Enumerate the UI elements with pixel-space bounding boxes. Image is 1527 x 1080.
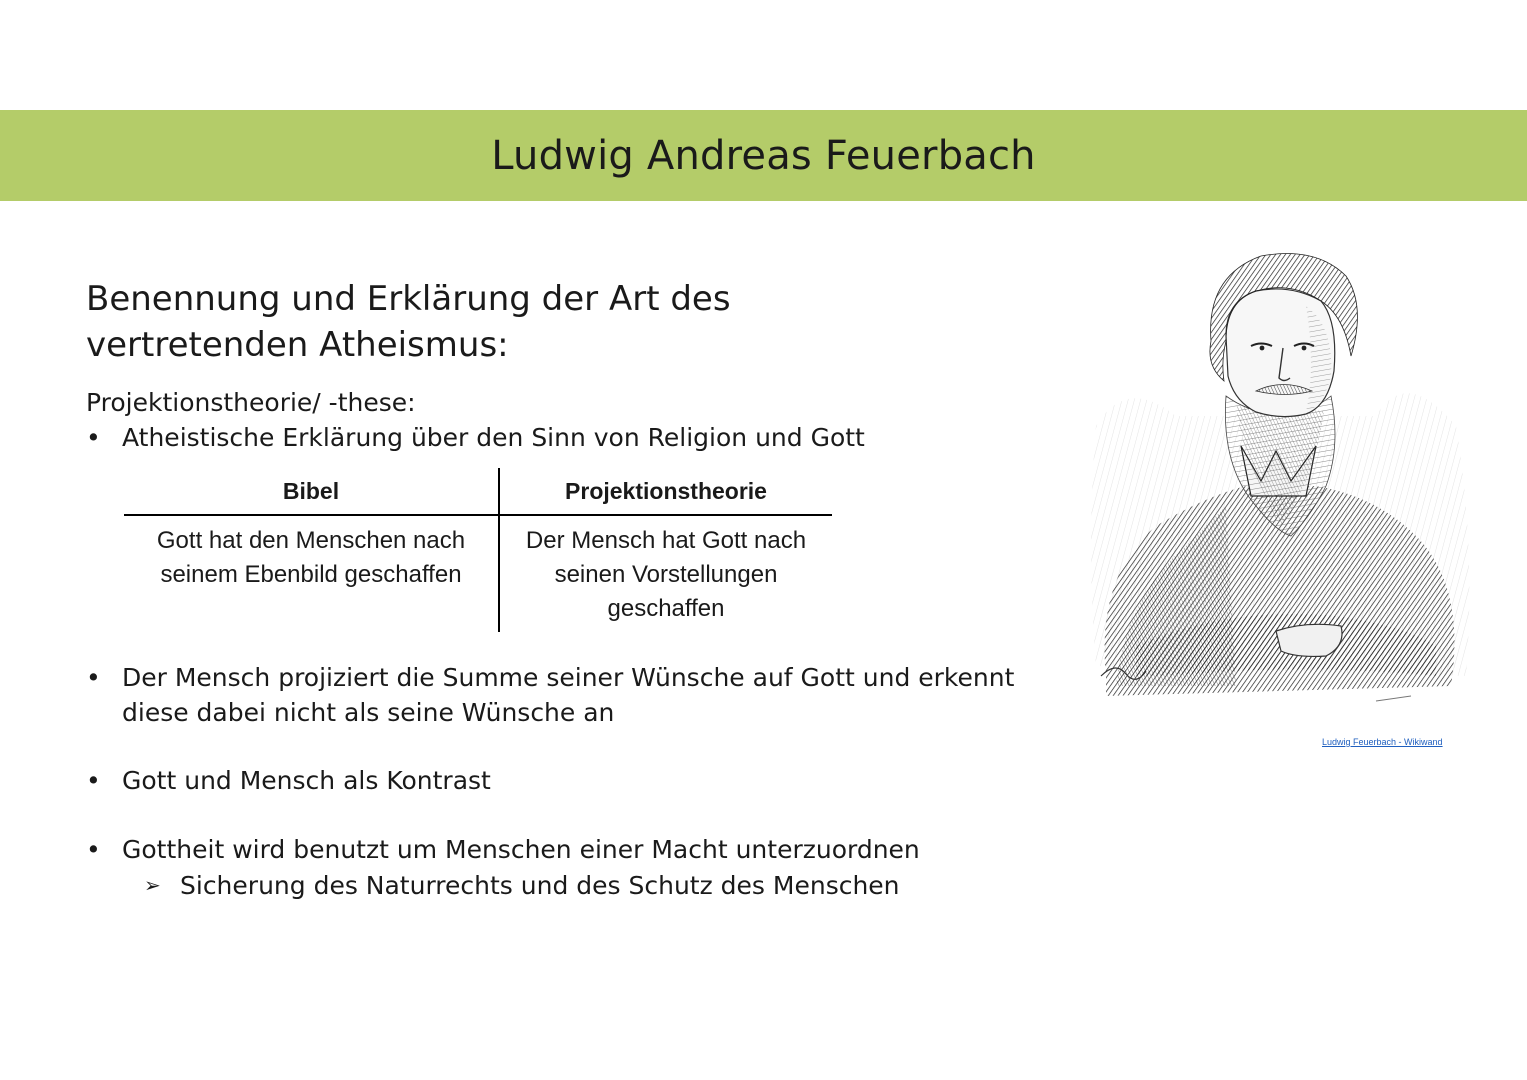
table-header-bibel: Bibel bbox=[124, 468, 499, 515]
comparison-table bbox=[124, 468, 832, 632]
list-item bbox=[86, 420, 1062, 455]
sub-list-item-text: Sicherung des Naturrechts und des Schutz des Menschen bbox=[180, 871, 900, 900]
bullet-icon: • bbox=[86, 663, 101, 692]
portrait-engraving-icon bbox=[1076, 246, 1478, 718]
subheading: Projektionstheorie/ -these: bbox=[86, 388, 416, 417]
image-credit-link[interactable]: Ludwig Feuerbach - Wikiwand bbox=[1322, 737, 1443, 747]
list-item-text: Atheistische Erklärung über den Sinn von Religion und Gott bbox=[122, 423, 865, 452]
table-row bbox=[124, 515, 832, 632]
page-title: Ludwig Andreas Feuerbach bbox=[491, 132, 1036, 179]
section-heading: Benennung und Erklärung der Art des vertretenden Atheismus: bbox=[86, 279, 731, 365]
bullet-icon: • bbox=[86, 423, 101, 452]
sub-list-item bbox=[144, 868, 900, 903]
title-bar bbox=[0, 110, 1527, 201]
list-item bbox=[86, 832, 1062, 867]
arrow-bullet-icon: ➢ bbox=[144, 873, 161, 897]
bullet-icon: • bbox=[86, 766, 101, 795]
table-cell: Der Mensch hat Gott nach seinen Vorstellungen geschaffen bbox=[525, 527, 807, 622]
list-item bbox=[86, 763, 1062, 798]
list-item-text: Gottheit wird benutzt um Menschen einer Macht unterzuordnen bbox=[122, 835, 920, 864]
list-item-text: Gott und Mensch als Kontrast bbox=[122, 766, 491, 795]
bullet-icon: • bbox=[86, 835, 101, 864]
table-header-projektionstheorie: Projektionstheorie bbox=[499, 468, 832, 515]
list-item bbox=[86, 660, 1062, 730]
table-cell: Gott hat den Menschen nach seinem Ebenbild geschaffen bbox=[124, 515, 499, 632]
list-item-text: Der Mensch projiziert die Summe seiner Wünsche auf Gott und erkennt diese dabei nicht als seine Wünsche an bbox=[122, 663, 1015, 727]
table-header-row bbox=[124, 468, 832, 515]
